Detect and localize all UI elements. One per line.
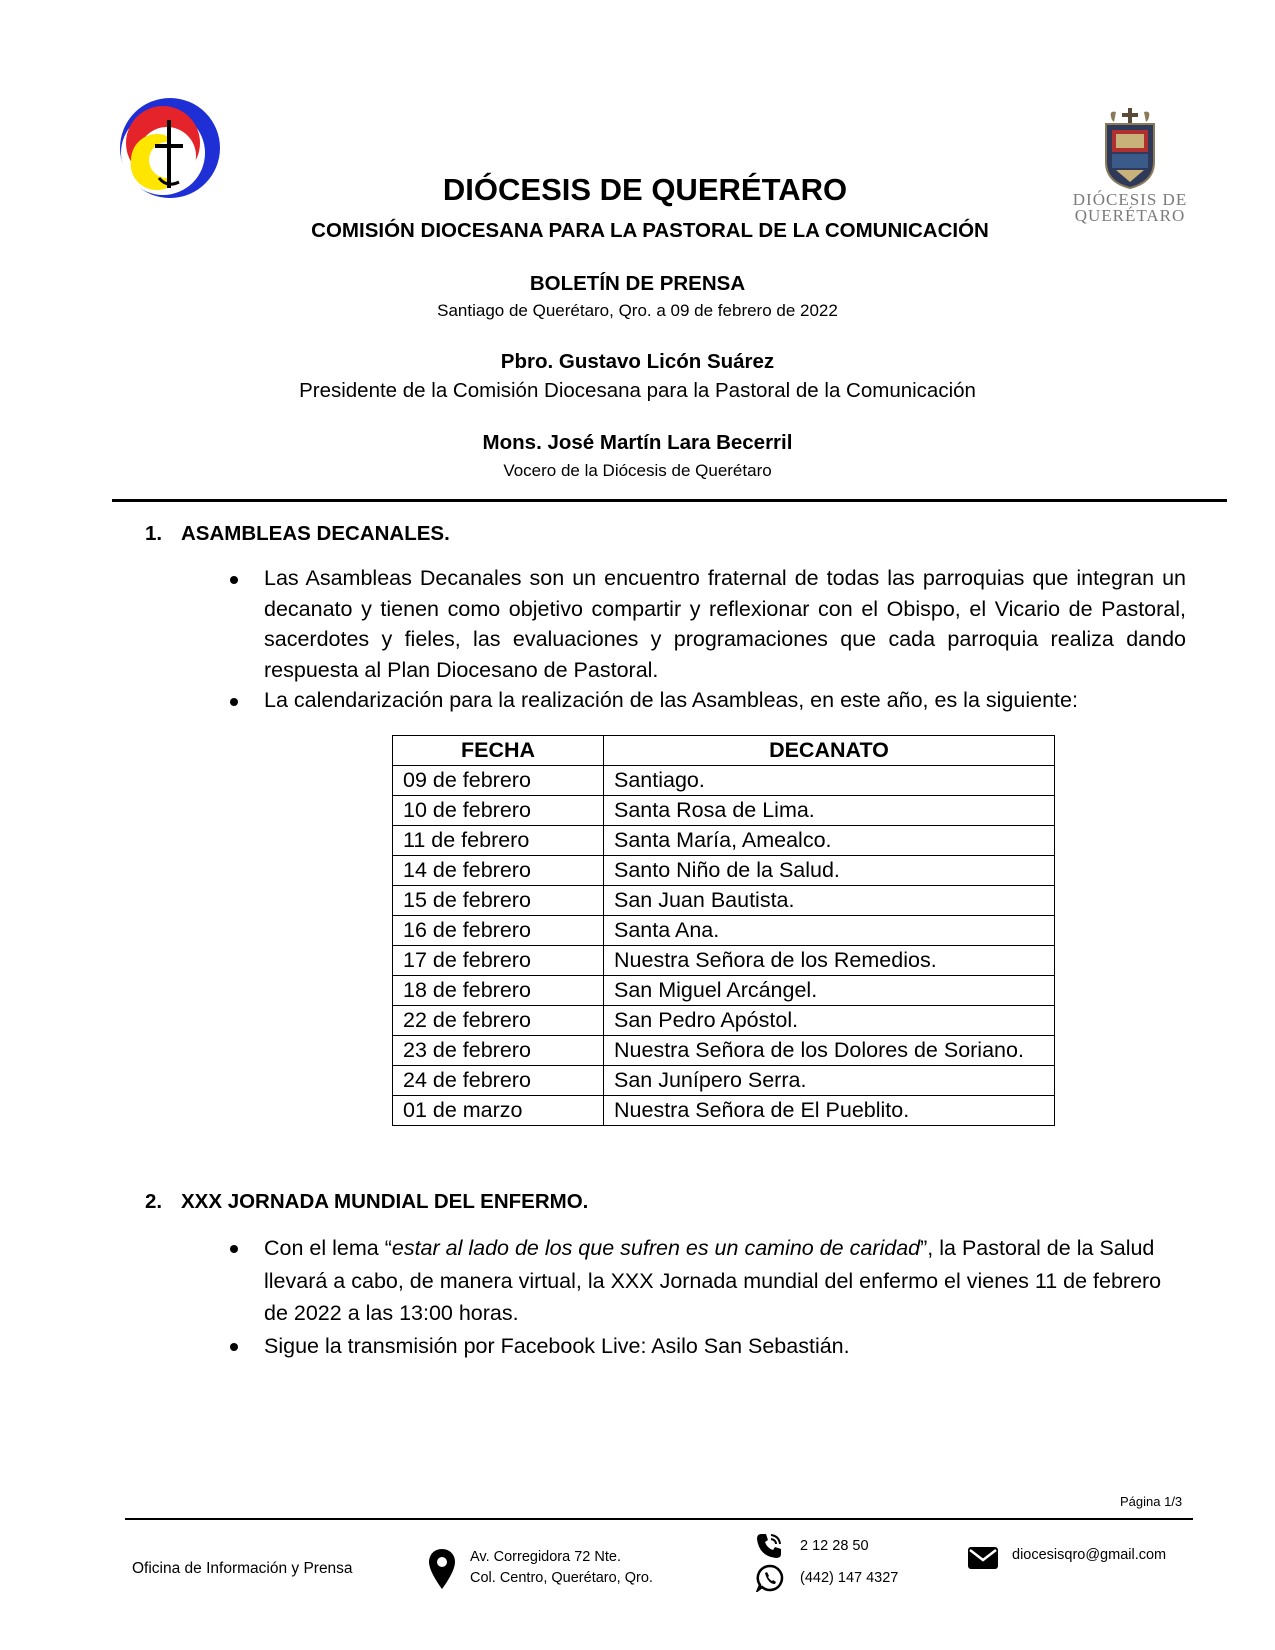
cell-date: 14 de febrero (393, 856, 604, 886)
crest-label-line1: DIÓCESIS DE (1072, 190, 1188, 209)
quote-outro: ”, la Pastoral de la Salud (920, 1236, 1155, 1260)
cell-date: 10 de febrero (393, 796, 604, 826)
cell-deanery: Santa Ana. (604, 916, 1055, 946)
table-row (393, 1036, 1055, 1066)
motto-text: estar al lado de los que sufren es un camino de caridad (391, 1236, 921, 1260)
table-row (393, 946, 1055, 976)
cell-date: 22 de febrero (393, 1006, 604, 1036)
cell-date: 09 de febrero (393, 766, 604, 796)
envelope-icon (967, 1545, 999, 1571)
cell-deanery: San Juan Bautista. (604, 886, 1055, 916)
cell-date: 15 de febrero (393, 886, 604, 916)
person2-role: Vocero de la Diócesis de Querétaro (503, 461, 772, 480)
section2-bullet1-line3: de 2022 a las 13:00 horas. (264, 1301, 519, 1325)
cell-date: 11 de febrero (393, 826, 604, 856)
section1-bullet1: Las Asambleas Decanales son un encuentro fraternal de todas las parroquias que integran un decanato y tienen como objetivo compartir y reflexionar con el Obispo, el Vicario de Pastoral, sacerdotes y fieles, las evaluaciones y programaciones que cada parroquia realiza dando respuesta al Plan Diocesano de Pastoral. (264, 566, 1186, 682)
footer-divider (125, 1518, 1193, 1520)
section2-bullet2 (264, 1330, 1194, 1363)
section1-heading (145, 522, 745, 548)
table-row (393, 1096, 1055, 1126)
bullet-icon (230, 1245, 238, 1253)
section1-number: 1. (145, 522, 163, 545)
person1-name: Pbro. Gustavo Licón Suárez (500, 350, 775, 373)
date-line: Santiago de Querétaro, Qro. a 09 de febrero de 2022 (437, 301, 838, 320)
email-address: diocesisqro@gmail.com (1012, 1547, 1167, 1563)
table-row (393, 886, 1055, 916)
cell-deanery: San Junípero Serra. (604, 1066, 1055, 1096)
cell-date: 16 de febrero (393, 916, 604, 946)
table-row (393, 826, 1055, 856)
page-number: Página 1/3 (1120, 1494, 1183, 1509)
bullet-icon (230, 698, 238, 706)
whatsapp-icon (756, 1564, 784, 1592)
table-row (393, 916, 1055, 946)
bullet-icon (230, 576, 238, 584)
cell-deanery: Nuestra Señora de los Dolores de Soriano. (604, 1036, 1055, 1066)
cell-deanery: Santa Rosa de Lima. (604, 796, 1055, 826)
section2-bullet2-text: Sigue la transmisión por Facebook Live: Asilo San Sebastián. (264, 1334, 850, 1358)
table-row (393, 1006, 1055, 1036)
cell-deanery: Nuestra Señora de los Remedios. (604, 946, 1055, 976)
cell-date: 24 de febrero (393, 1066, 604, 1096)
cell-date: 17 de febrero (393, 946, 604, 976)
address-line2: Col. Centro, Querétaro, Qro. (470, 1570, 653, 1586)
table-row (393, 766, 1055, 796)
table-header-row (393, 736, 1055, 766)
quote-intro: Con el lema “ (264, 1236, 392, 1260)
assemblies-table (392, 735, 1055, 1126)
section2-bullet1 (264, 1232, 1194, 1330)
section2-number: 2. (145, 1190, 163, 1213)
cell-deanery: Santiago. (604, 766, 1055, 796)
office-label: Oficina de Información y Prensa (132, 1560, 353, 1577)
page-subtitle: COMISIÓN DIOCESANA PARA LA PASTORAL DE LA COMUNICACIÓN (311, 219, 989, 242)
cell-deanery: Santa María, Amealco. (604, 826, 1055, 856)
header-divider (112, 499, 1227, 502)
table-row (393, 796, 1055, 826)
section2-bullet1-line2: llevará a cabo, de manera virtual, la XXX Jornada mundial del enfermo el vienes 11 de febrero (264, 1268, 1162, 1293)
table-row (393, 1066, 1055, 1096)
section1-bullet2: La calendarización para la realización de las Asambleas, en este año, es la siguiente: (264, 688, 1078, 712)
table-row (393, 856, 1055, 886)
phone-icon (755, 1532, 783, 1560)
diocese-crest (1050, 106, 1210, 236)
whatsapp-number: (442) 147 4327 (800, 1570, 899, 1586)
person2-name: Mons. José Martín Lara Becerril (482, 431, 793, 454)
column-header-fecha: FECHA (393, 736, 604, 766)
section1-title: ASAMBLEAS DECANALES. (181, 522, 450, 545)
phone-number: 2 12 28 50 (800, 1538, 869, 1554)
map-pin-icon (428, 1548, 456, 1590)
column-header-decanato: DECANATO (604, 736, 1055, 766)
section2-heading (145, 1190, 745, 1216)
section2-bullet1-line1 (264, 1232, 1194, 1265)
cell-deanery: San Pedro Apóstol. (604, 1006, 1055, 1036)
person1-role: Presidente de la Comisión Diocesana para la Pastoral de la Comunicación (299, 379, 976, 402)
table-row (393, 976, 1055, 1006)
cell-date: 01 de marzo (393, 1096, 604, 1126)
page-title: DIÓCESIS DE QUERÉTARO (442, 172, 848, 207)
cell-deanery: Nuestra Señora de El Pueblito. (604, 1096, 1055, 1126)
bullet-icon (230, 1343, 238, 1351)
cell-date: 23 de febrero (393, 1036, 604, 1066)
cell-deanery: San Miguel Arcángel. (604, 976, 1055, 1006)
cell-date: 18 de febrero (393, 976, 604, 1006)
section2-title: XXX JORNADA MUNDIAL DEL ENFERMO. (181, 1190, 589, 1213)
bulletin-heading: BOLETÍN DE PRENSA (529, 272, 746, 295)
address-line1: Av. Corregidora 72 Nte. (470, 1549, 621, 1565)
cell-deanery: Santo Niño de la Salud. (604, 856, 1055, 886)
crest-label-line2: QUERÉTARO (1074, 206, 1186, 225)
